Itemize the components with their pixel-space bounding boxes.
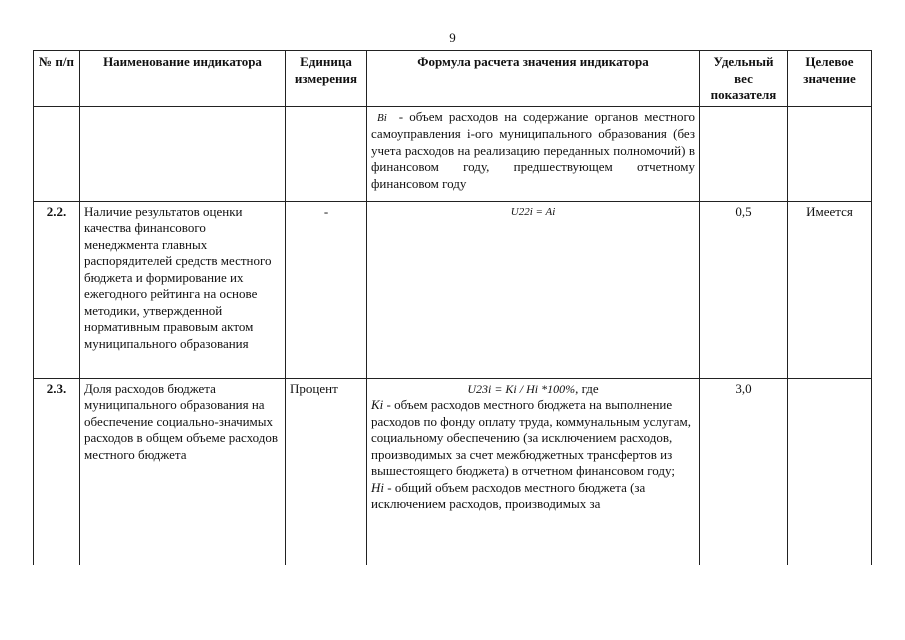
header-row bbox=[34, 51, 872, 107]
formula-k-definition bbox=[371, 397, 695, 480]
row-target bbox=[788, 378, 872, 565]
h-symbol: Hi bbox=[371, 479, 384, 495]
formula-text: - объем расходов на содержание органов местного самоуправления i-ого муниципального образования (без учета расходов на реализацию переданных полномочий) в финансовом году, предшествующем отчетному финансовом году bbox=[371, 108, 695, 191]
row-num bbox=[34, 106, 80, 201]
k-symbol: Ki bbox=[371, 397, 384, 412]
table-row bbox=[34, 106, 872, 201]
formula-expression bbox=[371, 381, 695, 398]
row-num: 2.3. bbox=[34, 378, 80, 565]
row-formula bbox=[367, 378, 700, 565]
row-unit bbox=[286, 106, 367, 201]
formula-symbol: Bi bbox=[377, 111, 387, 124]
header-num: № п/п bbox=[34, 51, 80, 107]
header-target: Целевое значение bbox=[788, 51, 872, 107]
row-weight bbox=[700, 106, 788, 201]
row-name bbox=[80, 106, 286, 201]
row-weight: 0,5 bbox=[700, 201, 788, 378]
row-target: Имеется bbox=[788, 201, 872, 378]
row-name: Наличие результатов оценки качества финансового менеджмента главных распорядителей средств местного бюджета и формирование их ежегодного рейтинга на основе методики, утвержденной нормативным правовым актом муниципального образования bbox=[80, 201, 286, 378]
header-weight: Удельный вес показателя bbox=[700, 51, 788, 107]
k-text: - объем расходов местного бюджета на выполнение расходов по фонду оплату труда, коммунальным услугам, социальному обеспечению (за исключением расходов, производимых за счет межбюджетных трансфертов из вышестоящего бюджета) в отчетном финансовом году; bbox=[371, 397, 691, 478]
header-formula: Формула расчета значения индикатора bbox=[367, 51, 700, 107]
row-formula bbox=[367, 106, 700, 201]
row-name: Доля расходов бюджета муниципального образования на обеспечение социально-значимых расходов в общем объеме расходов местного бюджета bbox=[80, 378, 286, 565]
table-row bbox=[34, 201, 872, 378]
page-number: 9 bbox=[449, 30, 456, 45]
header-unit: Единица измерения bbox=[286, 51, 367, 107]
formula-expression: U22i = Ai bbox=[510, 205, 556, 218]
row-unit: - bbox=[286, 201, 367, 378]
row-unit: Процент bbox=[286, 378, 367, 565]
formula-tail: , где bbox=[575, 380, 599, 396]
header-name: Наименование индикатора bbox=[80, 51, 286, 107]
row-weight: 3,0 bbox=[700, 378, 788, 565]
h-text: - общий объем расходов местного бюджета (за исключением расходов, производимых за bbox=[371, 479, 646, 511]
table-row bbox=[34, 378, 872, 565]
row-target bbox=[788, 106, 872, 201]
row-formula bbox=[367, 201, 700, 378]
formula-expr-text: U23i = Ki / Hi *100% bbox=[467, 381, 576, 396]
indicator-table bbox=[33, 50, 872, 565]
formula-h-definition bbox=[371, 480, 695, 513]
row-num: 2.2. bbox=[34, 201, 80, 378]
